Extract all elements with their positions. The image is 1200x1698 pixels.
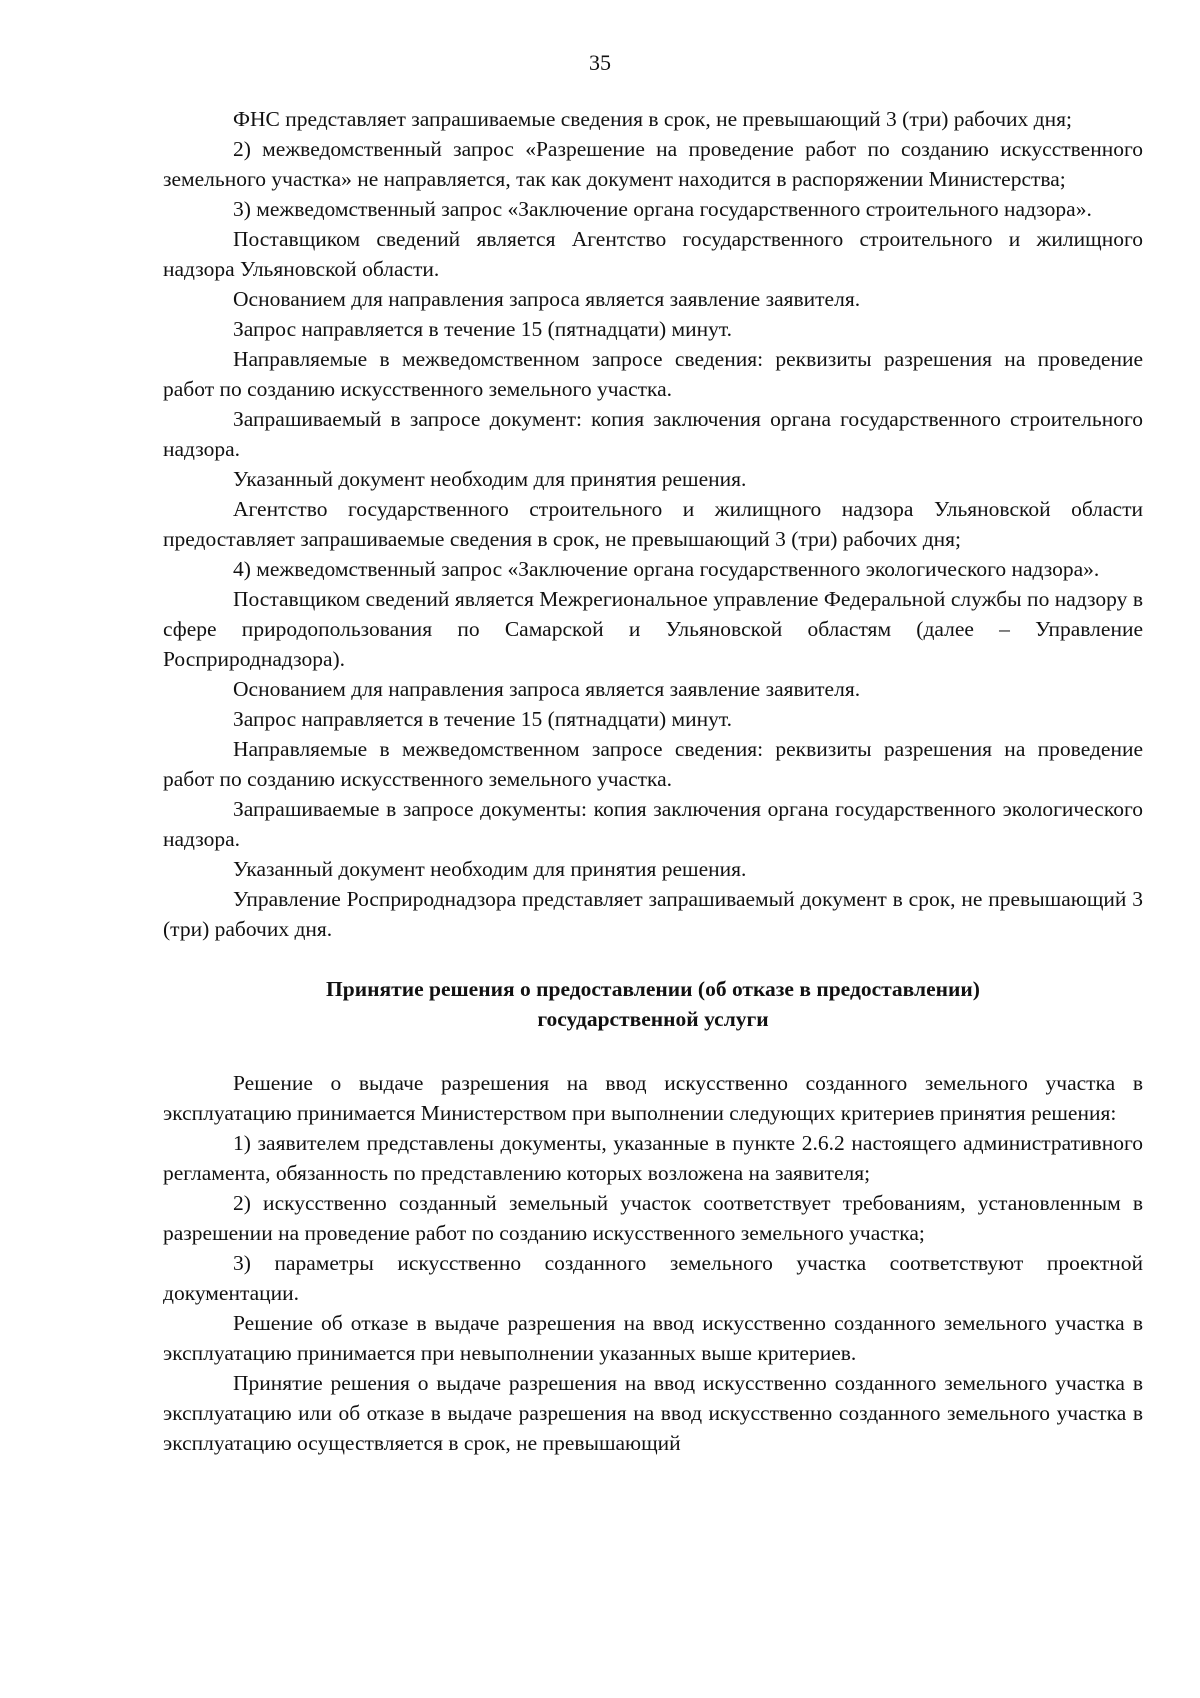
section-heading-line: государственной услуги — [537, 1007, 769, 1031]
paragraph: Поставщиком сведений является Межрегиональное управление Федеральной службы по надзору в сфере природопользования по Самарской и Ульяновской областям (далее – Управление Росприроднадзора). — [163, 587, 1143, 671]
paragraph: Поставщиком сведений является Агентство государственного строительного и жилищного надзора Ульяновской области. — [163, 227, 1143, 281]
section-heading-line: Принятие решения о предоставлении (об отказе в предоставлении) — [326, 977, 980, 1001]
paragraph: 3) межведомственный запрос «Заключение органа государственного строительного надзора». — [233, 197, 1092, 221]
paragraph: 2) межведомственный запрос «Разрешение на проведение работ по созданию искусственного земельного участка» не направляется, так как документ находится в распоряжении Министерства; — [163, 137, 1143, 191]
paragraph: 3) параметры искусственно созданного земельного участка соответствуют проектной документации. — [163, 1251, 1143, 1305]
page-number: 35 — [589, 50, 611, 75]
paragraph: Управление Росприроднадзора представляет запрашиваемый документ в срок, не превышающий 3 (три) рабочих дня. — [163, 887, 1143, 941]
paragraph: Основанием для направления запроса является заявление заявителя. — [233, 677, 861, 701]
paragraph: Запрашиваемые в запросе документы: копия заключения органа государственного экологического надзора. — [163, 797, 1143, 851]
paragraph: ФНС представляет запрашиваемые сведения в срок, не превышающий 3 (три) рабочих дня; — [233, 107, 1072, 131]
paragraph: Направляемые в межведомственном запросе сведения: реквизиты разрешения на проведение работ по созданию искусственного земельного участка. — [163, 347, 1143, 401]
paragraph: Решение о выдаче разрешения на ввод искусственно созданного земельного участка в эксплуатацию принимается Министерством при выполнении следующих критериев принятия решения: — [163, 1071, 1143, 1125]
paragraph: Направляемые в межведомственном запросе сведения: реквизиты разрешения на проведение работ по созданию искусственного земельного участка. — [163, 737, 1143, 791]
document-body — [163, 104, 1143, 1458]
paragraph: Принятие решения о выдаче разрешения на ввод искусственно созданного земельного участка в эксплуатацию или об отказе в выдаче разрешения на ввод искусственно созданного земельного участка в эксплуатацию осуществляется в срок, не превышающий — [163, 1371, 1143, 1455]
paragraph: 1) заявителем представлены документы, указанные в пункте 2.6.2 настоящего административного регламента, обязанность по представлению которых возложена на заявителя; — [163, 1131, 1143, 1185]
paragraph: Запрашиваемый в запросе документ: копия заключения органа государственного строительного надзора. — [163, 407, 1143, 461]
section-heading — [163, 974, 1143, 1034]
paragraph: Решение об отказе в выдаче разрешения на ввод искусственно созданного земельного участка в эксплуатацию принимается при невыполнении указанных выше критериев. — [163, 1311, 1143, 1365]
paragraph: Запрос направляется в течение 15 (пятнадцати) минут. — [233, 317, 733, 341]
paragraph: 2) искусственно созданный земельный участок соответствует требованиям, установленным в разрешении на проведение работ по созданию искусственного земельного участка; — [163, 1191, 1143, 1245]
paragraph: Агентство государственного строительного и жилищного надзора Ульяновской области предоставляет запрашиваемые сведения в срок, не превышающий 3 (три) рабочих дня; — [163, 497, 1143, 551]
paragraph: Указанный документ необходим для принятия решения. — [233, 857, 747, 881]
paragraph: Основанием для направления запроса является заявление заявителя. — [233, 287, 861, 311]
paragraph: 4) межведомственный запрос «Заключение органа государственного экологического надзора». — [233, 557, 1100, 581]
paragraph: Запрос направляется в течение 15 (пятнадцати) минут. — [233, 707, 733, 731]
paragraph: Указанный документ необходим для принятия решения. — [233, 467, 747, 491]
